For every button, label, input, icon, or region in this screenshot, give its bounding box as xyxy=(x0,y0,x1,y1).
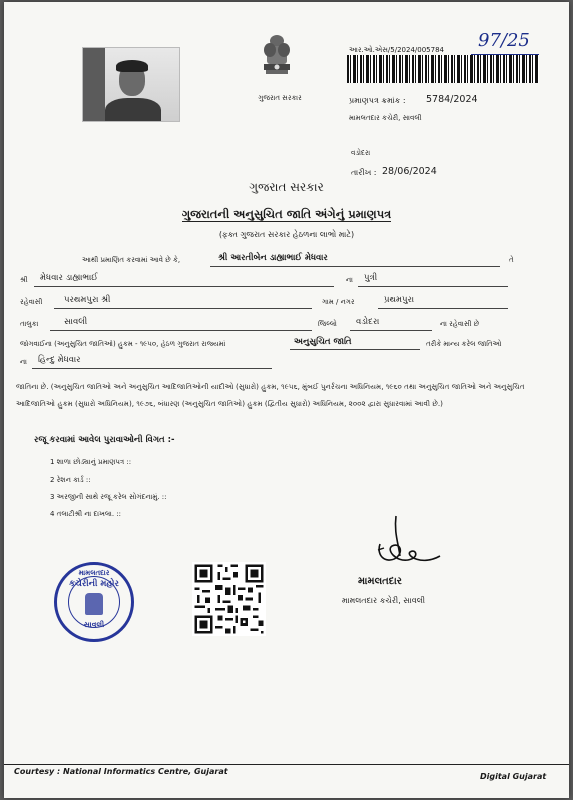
district-value: વડોદરા xyxy=(356,317,380,327)
order-text: જોગવાઈના (અનુસુચિત જાતિઓ) હુકમ - ૧૯૫૦, હેઠળ ગુજરાત રાજ્યમાં xyxy=(20,340,226,348)
resident-value: પરથમપુરા શ્રી xyxy=(64,295,111,305)
resident-label: રહેવાસી xyxy=(20,298,43,306)
seal-line-1: મામલતદાર xyxy=(78,569,110,577)
certify-prefix: આથી પ્રમાણિત કરવામાં આવે છે કે, xyxy=(82,256,181,264)
name-underline xyxy=(210,266,500,267)
taluka-value: સાવલી xyxy=(64,317,88,327)
signatory-title: મામલતદાર xyxy=(358,576,402,587)
official-seal xyxy=(54,562,134,642)
village-label: ગામ / નગર xyxy=(322,298,355,306)
caste-label: ના xyxy=(20,358,27,366)
father-name: મેધવાર ડાહ્યાભાઈ xyxy=(40,273,98,283)
caste-value: હિન્દુ મેધવાર xyxy=(38,355,81,365)
relation-value: પુત્રી xyxy=(364,273,378,283)
footer-brand: Digital Gujarat xyxy=(480,772,547,781)
relation-underline xyxy=(358,286,508,287)
applicant-photo xyxy=(82,47,180,122)
district-underline xyxy=(350,330,432,331)
footer-courtesy: Courtesy : National Informatics Centre, Gujarat xyxy=(14,767,228,776)
certificate-title-text: ગુજરાતની અનુસુચિત જાતિ અંગેનું પ્રમાણપત્ર xyxy=(181,207,392,221)
seal-line-3: સાવલી xyxy=(83,620,105,629)
seal-emblem-icon xyxy=(85,593,103,615)
caste-underline xyxy=(32,368,272,369)
category-suffix: તરીકે માન્ય કરેલ જાતિઓ xyxy=(426,340,502,348)
seal-line-2: કચેરીની મહોર xyxy=(69,579,119,589)
applicant-suffix: તે xyxy=(509,256,514,264)
handwritten-note: 97/25 xyxy=(478,30,530,51)
state-label: ના રહેવાસી છે xyxy=(440,320,480,328)
barcode xyxy=(347,55,539,83)
signatory-office: મામલતદાર કચેરી, સાવલી xyxy=(342,596,426,605)
evidence-item: 4 તલાટીશ્રી ના દાખલા. :: xyxy=(50,510,122,518)
certificate-page xyxy=(4,2,569,798)
applicant-name: શ્રી આરતીબેન ડાહ્યાભાઈ મેધવાર xyxy=(218,253,328,263)
resident-underline xyxy=(54,308,312,309)
evidence-item: 2 રેશન કાર્ડ :: xyxy=(50,476,91,484)
date-label: તારીખ : xyxy=(351,168,377,177)
emblem-caption: ગુજરાત સરકાર xyxy=(258,94,302,102)
evidence-item: 1 શાળા છોડ્યાનું પ્રમાણપત્ર :: xyxy=(50,458,132,466)
category-value: અનુસુચિત જાતિ xyxy=(294,337,352,347)
office-line: મામલતદાર કચેરી, સાવલી xyxy=(349,114,422,122)
village-underline xyxy=(378,308,508,309)
qr-code xyxy=(192,562,266,636)
evidence-heading: રજૂ કરવામાં આવેલ પુરાવાઓની વિગત :- xyxy=(34,435,175,445)
certificate-no-label: પ્રમાણપત્ર ક્રમાંક : xyxy=(349,96,406,105)
legal-paragraph: જાતિના છે. (અનુસુચિત જાતિઓ અને અનુસુચિત આદિજાતિઓની યાદીઓ (સુધારો) હુકમ, ૧૯૫૬, મુંબઈ પુનર્રચના અધિનિયમ, ૧૯૬૦ તથા અનુસુચિત જાતિઓ અને અનુસુચિત આદિજાતિઓ હુકમ (સુધારો અધિનિયમ), ૧૯૭૬, બંધારણ (અનુસુચિત જાતિઓ) હુકમ (દ્વિતીય સુધારો) અધિનિયમ, ૨૦૦૨ દ્વારા સુધારવામાં આવી છે.) xyxy=(16,382,525,408)
certificate-title xyxy=(4,207,569,222)
place-label: વડોદરા xyxy=(351,149,371,157)
taluka-underline xyxy=(50,330,312,331)
barcode-number: આર.ઓ.એસ/5/2024/005784 xyxy=(349,46,444,54)
handwritten-underline xyxy=(471,54,539,55)
father-underline xyxy=(34,286,334,287)
certificate-no: 5784/2024 xyxy=(426,94,478,105)
village-value: પ્રથમપુરા xyxy=(384,295,415,305)
officer-signature xyxy=(366,512,456,572)
footer-divider xyxy=(4,764,569,765)
district-label: જિલ્લો xyxy=(318,320,337,328)
certificate-subtitle: (ફક્ત ગુજરાત સરકાર હેઠળના લાભો માટે) xyxy=(218,230,355,239)
evidence-item: 3 અરજીની સાથે રજૂ કરેલ સોગંદનામું. :: xyxy=(50,493,167,501)
taluka-label: તાલુકા xyxy=(20,320,39,328)
relation-label: ના xyxy=(346,276,353,284)
category-underline xyxy=(290,349,420,350)
father-prefix: શ્રી xyxy=(20,276,28,284)
state-emblem-icon xyxy=(252,32,302,90)
government-title: ગુજરાત સરકાર xyxy=(249,180,324,194)
date-value: 28/06/2024 xyxy=(382,166,437,177)
